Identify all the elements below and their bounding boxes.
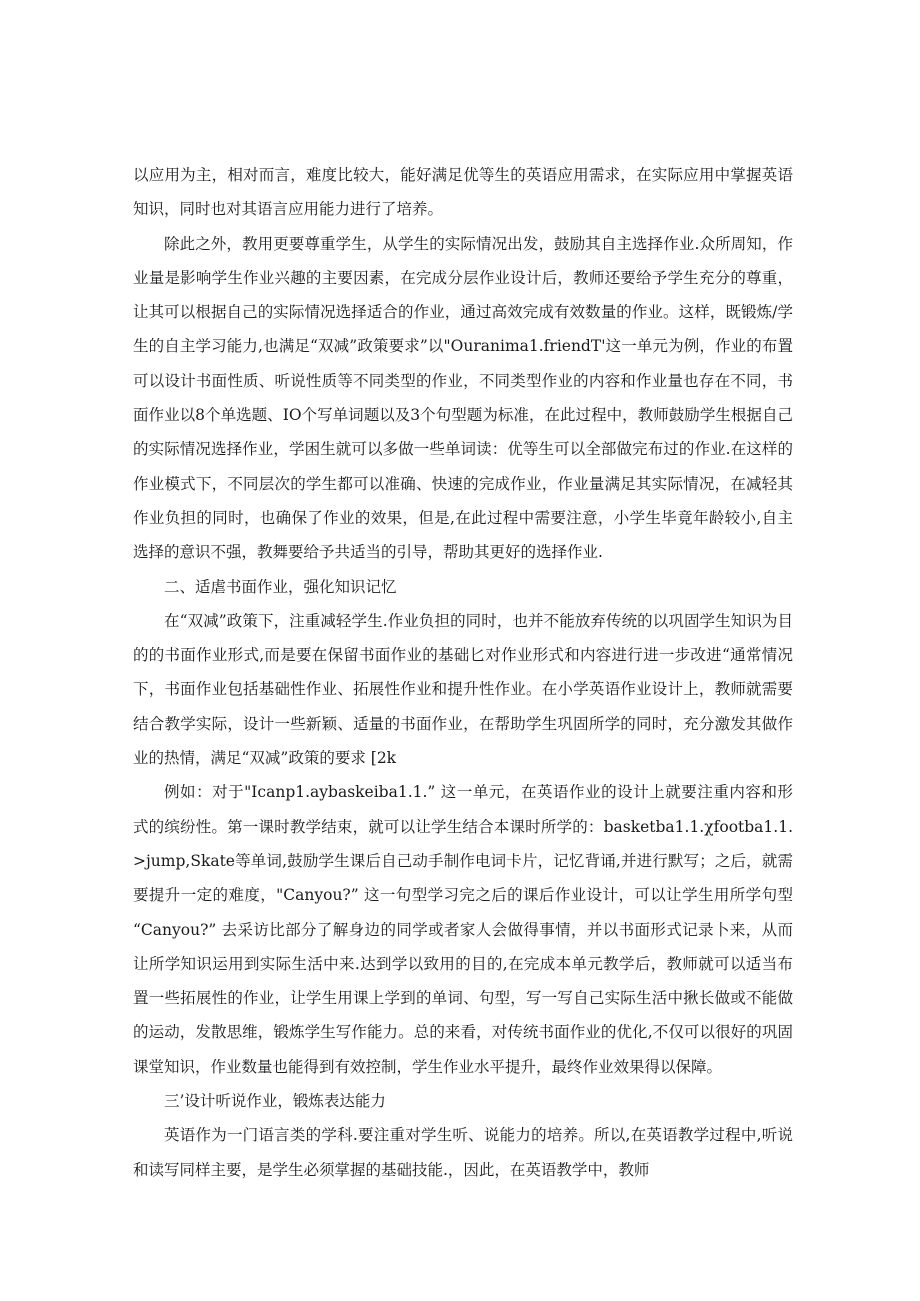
paragraph-written-homework: 在“双减”政策下，注重减轻学生.作业负担的同时，也并不能放弃传统的以巩固学生知识为目的的书面作业形式,而是要在保留书面作业的基础匕对作业形式和内容进行进一步改进“通常情况下，书面作业包括基础性作业、拓展性作业和提升性作业。在小学英语作业设计上，教师就需要结合教学实际，设计一些新颖、适量的书面作业，在帮助学生巩固所学的同时，充分激发其做作业的热情，满足“双减”政策的要求 [2k bbox=[133, 611, 793, 768]
document-body bbox=[133, 158, 793, 1187]
section-heading-written-homework: 二、适虐书面作业，强化知识记忆 bbox=[164, 577, 397, 596]
paragraph-self-selected-homework: 除此之外，教用更要尊重学生，从学生的实际情况出发，鼓励其自主选择作业.众所周知，作业量是影响学生作业兴趣的主要因素，在完成分层作业设计后，教师还要给予学生充分的尊重，让其可以根据自己的实际情况选择适合的作业，通过高效完成有效数量的作业。这样，既锻炼/学生的自主学习能力,也满足“双减”政策要求”以"Ouranima1.friendT'这一单元为例，作业的布置可以设计书面性质、听说性质等不同类型的作业，不同类型作业的内容和作业量也存在不同，书面作业以8个单选题、IO个写单词题以及3个句型题为标准，在此过程中，教师鼓励学生根据自己的实际情况选择作业，学困生就可以多做一些单词读：优等生可以全部做完布过的作业.在这样的作业模式下，不同层次的学生都可以准确、快速的完成作业，作业量满足其实际情况，在减轻其作业负担的同时，也确保了作业的效果，但是,在此过程中需要注意，小学生毕竟年龄较小,自主选择的意识不强，教舞要给予共适当的引导，帮助其更好的选择作业. bbox=[133, 234, 793, 562]
paragraph-continuation: 以应用为主，相对而言，难度比较大，能好满足优等生的英语应用需求，在实际应用中掌握英语知识，同时也对其语言应用能力进行了培养。 bbox=[133, 166, 793, 219]
paragraph-example-basketball: 例如：对于"Icanp1.aybaskeiba1.1.” 这一单元，在英语作业的设计上就要注重内容和形式的缤纷性。第一课时教学结束，就可以让学生结合本课时所学的：basketba1.1.χfootba1.1.>jump,Skate等单词,鼓励学生课后自己动手制作电词卡片，记忆背诵,并进行默写；之后，就需要提升一定的难度，"Canyou?” 这一句型学习完之后的课后作业设计，可以让学生用所学句型 “Canyou?” 去采访比部分了解身边的同学或者家人会做得事情，并以书面形式记录卜来，从而让所学知识运用到实际生活中来.达到学以致用的目的,在完成本单元教学后，教师就可以适当布置一些拓展性的作业，让学生用课上学到的单词、句型，写一写自己实际生活中揪长做或不能做的运动，发散思维，锻炼学生写作能力。总的来看，对传统书面作业的优化,不仅可以很好的巩固课堂知识，作业数量也能得到有效控制，学生作业水平提升，最终作业效果得以保障。 bbox=[133, 783, 793, 1076]
paragraph-listening-speaking: 英语作为一门语言类的学科.要注重对学生听、说能力的培养。所以,在英语教学过程中,听说和读写同样主要，是学生必须掌握的基础技能.，因此，在英语教学中，教师 bbox=[133, 1126, 793, 1179]
section-heading-listening-speaking: 三’设计听说作业，锻炼表达能力 bbox=[164, 1092, 386, 1111]
